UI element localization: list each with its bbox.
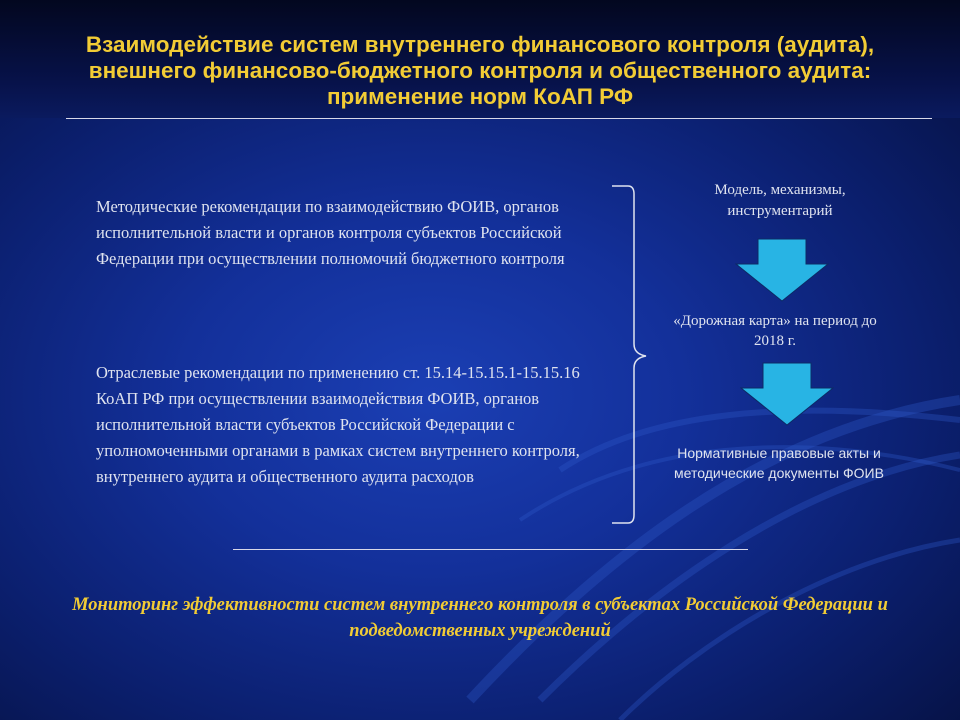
bottom-divider <box>233 549 748 550</box>
normative-acts-node: Нормативные правовые акты и методические документы ФОИВ <box>674 445 884 481</box>
sector-recommendations-text: Отраслевые рекомендации по применению ст. 15.14-15.15.1-15.15.16 КоАП РФ при осуществлении взаимодействия ФОИВ, органов исполнительной власти субъектов Российской Федерации с уполномоченными органами в рамках систем внутреннего контроля, внутреннего аудита и общественного аудита расходов <box>96 363 580 486</box>
down-arrow-icon <box>740 362 834 426</box>
roadmap-node: «Дорожная карта» на период до 2018 г. <box>673 313 877 349</box>
right-brace <box>606 182 656 527</box>
model-mechanisms-node: Модель, механизмы, инструментарий <box>714 182 846 219</box>
down-arrow-icon <box>735 238 829 302</box>
monitoring-footer: Мониторинг эффективности систем внутреннего контроля в субъектах Российской Федерации и подведомственных учреждений <box>72 595 888 641</box>
slide-title: Взаимодействие систем внутреннего финансового контроля (аудита), внешнего финансово-бюджетного контроля и общественного аудита: применение норм КоАП РФ <box>85 32 875 109</box>
title-divider <box>66 118 932 119</box>
methodical-recommendations-text: Методические рекомендации по взаимодействию ФОИВ, органов исполнительной власти и органов контроля субъектов Российской Федерации при осуществлении полномочий бюджетного контроля <box>96 197 565 268</box>
